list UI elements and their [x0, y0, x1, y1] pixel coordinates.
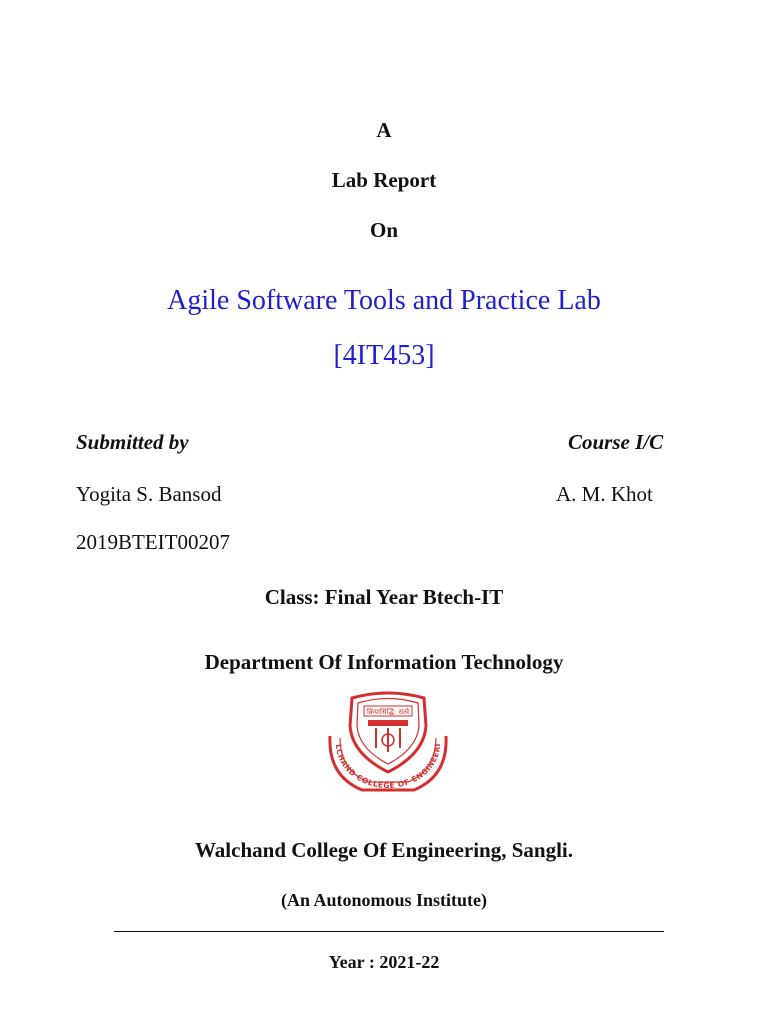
- divider-line: [114, 931, 664, 932]
- department-name: Department Of Information Technology: [204, 650, 564, 674]
- line-a: A: [376, 118, 392, 142]
- line-on: On: [369, 218, 398, 242]
- submitted-by-label: Submitted by: [76, 430, 189, 454]
- student-name: Yogita S. Bansod: [76, 482, 222, 506]
- course-ic-label: Course I/C: [568, 430, 664, 454]
- college-seal-icon: [318, 686, 458, 798]
- academic-year: Year : 2021-22: [328, 952, 440, 972]
- student-id: 2019BTEIT00207: [76, 530, 230, 554]
- class-line: Class: Final Year Btech-IT: [264, 585, 504, 609]
- lab-report-heading: Lab Report: [331, 168, 437, 192]
- institute-note: (An Autonomous Institute): [280, 890, 488, 910]
- college-name: Walchand College Of Engineering, Sangli.: [194, 838, 574, 862]
- svg-text:क्रियासिद्धि: सत्वे: क्रियासिद्धि: सत्वे: [366, 708, 410, 716]
- course-ic-name: A. M. Khot: [556, 482, 653, 506]
- course-code: [4IT453]: [333, 340, 435, 371]
- course-title: Agile Software Tools and Practice Lab: [167, 285, 601, 316]
- svg-text:WALCHAND COLLEGE OF ENGINEERIN: LCHAND COLLEGE OF ENGINEERI: [333, 743, 443, 791]
